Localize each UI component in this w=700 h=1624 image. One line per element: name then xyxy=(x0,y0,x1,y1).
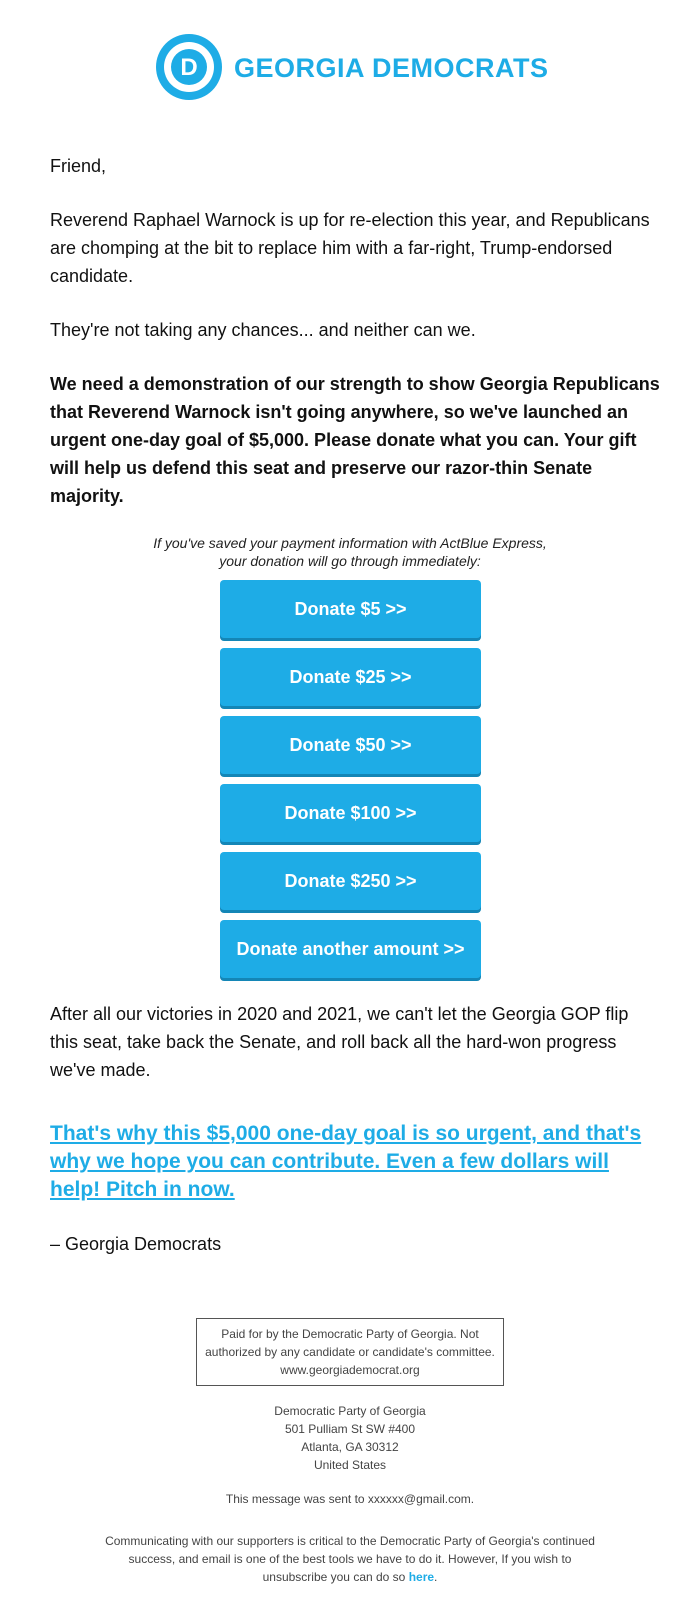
address-line: Democratic Party of Georgia xyxy=(274,1404,426,1418)
pitch-in-link[interactable]: That's why this $5,000 one-day goal is so urgent, and that's why we hope you can contribute. Even a few dollars will help! Pitch in now. xyxy=(50,1122,642,1201)
logo-text: GEORGIA DEMOCRATS xyxy=(234,53,549,83)
address-line: United States xyxy=(313,1458,387,1472)
sent-prefix: This message was sent to xyxy=(225,1492,368,1506)
address-line: 501 Pulliam St SW #400 xyxy=(284,1422,416,1436)
donate-section xyxy=(0,534,700,959)
unsubscribe-notice: Communicating with our supporters is critical to the Democratic Party of Georgia's continued success, and email is one of the best tools we have to do it. However, If you wish to unsubscribe you can do so here. xyxy=(105,1534,595,1584)
donate-5-button[interactable]: Donate $5 >> xyxy=(220,580,481,638)
logo-d-icon xyxy=(164,42,214,92)
actblue-note-line1: If you've saved your payment information with ActBlue Express, xyxy=(153,535,547,551)
recipient-email: xxxxxx@gmail.com xyxy=(367,1492,471,1506)
donate-buttons xyxy=(220,580,481,988)
donate-50-button[interactable]: Donate $50 >> xyxy=(220,716,481,774)
actblue-note-line2: your donation will go through immediately: xyxy=(219,553,481,569)
donate-other-button[interactable]: Donate another amount >> xyxy=(220,920,481,978)
paragraph-warnock: Reverend Raphael Warnock is up for re-election this year, and Republicans are chomping at the bit to replace him with a far-right, Trump-endorsed candidate. xyxy=(50,210,650,286)
georgia-democrats-logo[interactable] xyxy=(156,34,549,102)
email-header xyxy=(0,0,700,115)
paid-for-disclaimer: Paid for by the Democratic Party of Georgia. Not authorized by any candidate or candidate's committee. www.georgiademocrat.org xyxy=(196,1318,504,1386)
paragraph-goal: We need a demonstration of our strength to show Georgia Republicans that Reverend Warnock isn't going anywhere, so we've launched an urgent one-day goal of $5,000. Please donate what you can. Your gift will help us defend this seat and preserve our razor-thin Senate majority. xyxy=(50,374,660,506)
address-line: Atlanta, GA 30312 xyxy=(301,1440,399,1454)
sent-to-notice: This message was sent to xxxxxx@gmail.com. xyxy=(225,1492,475,1506)
mailing-address xyxy=(0,1402,700,1474)
logo-letter: D xyxy=(180,54,198,81)
greeting: Friend, xyxy=(50,156,107,176)
paragraph-victories: After all our victories in 2020 and 2021, we can't let the Georgia GOP flip this seat, take back the Senate, and roll back all the hard-won progress we've made. xyxy=(50,1004,629,1080)
unsubscribe-link[interactable]: here xyxy=(408,1570,435,1584)
logo-circle-icon xyxy=(156,34,222,100)
message-body xyxy=(50,152,660,536)
email-footer xyxy=(0,1318,700,1586)
donate-250-button[interactable]: Donate $250 >> xyxy=(220,852,481,910)
paragraph-chances: They're not taking any chances... and neither can we. xyxy=(50,320,476,340)
donate-25-button[interactable]: Donate $25 >> xyxy=(220,648,481,706)
signature: – Georgia Democrats xyxy=(50,1234,222,1254)
unsubscribe-text: Communicating with our supporters is critical to the Democratic Party of Georgia's continued success, and email is one of the best tools we have to do it. However, If you wish to unsubscribe you can do so xyxy=(105,1534,595,1584)
closing-section xyxy=(50,1000,660,1258)
donate-100-button[interactable]: Donate $100 >> xyxy=(220,784,481,842)
